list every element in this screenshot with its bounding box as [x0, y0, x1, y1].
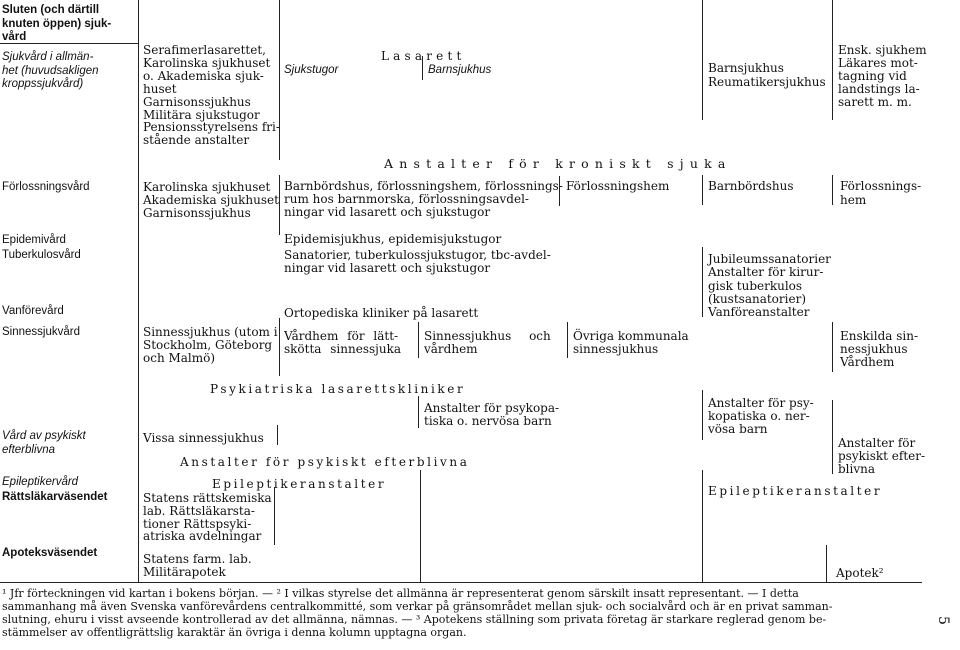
category-epilepsy: Epileptikervård: [2, 476, 79, 488]
category-epidemic: Epidemivård: [2, 234, 66, 246]
private-mental-hospitals: Enskilda sin- nessjukhus Vårdhem: [840, 329, 919, 370]
pharmacies: Apotek²: [836, 566, 884, 580]
category-general-care: Sjukvård i allmän- het (huvudsakligen kroppssjukvård): [2, 51, 99, 90]
private-sanatoria: Jubileumssanatorier Anstalter för kirur- gisk tuberkulos (kustsanatorier) Vanföreanstalter: [708, 252, 831, 320]
cottage-hospitals: Sjukstugor: [284, 64, 339, 76]
category-mentally-retarded: Vård av psykiskt efterblivna: [2, 430, 86, 456]
column-divider-2c: [279, 318, 280, 376]
private-maternity: Barnbördshus: [708, 179, 794, 193]
category-disabled-care: Vanförevård: [2, 305, 64, 317]
column-divider-2b: [279, 175, 280, 235]
county-orthopedic: Ortopediska kliniker på lasarett: [284, 306, 479, 320]
private-children-rheumatic: Barnsjukhus Reumatikersjukhus: [708, 61, 826, 89]
county-mental-hospitals: Sinnessjukhus och vårdhem: [424, 329, 551, 357]
closed-care-heading: Sluten (och därtill knuten öppen) sjuk- vård: [2, 4, 112, 43]
county-psychopathic-children: Anstalter för psykopa- tiska o. nervösa barn: [424, 401, 560, 428]
column-divider-3: [420, 470, 421, 582]
column-divider-5d: [832, 400, 833, 474]
psychopathic-divider: [418, 396, 419, 428]
private-maternity-homes: Förlossnings- hem: [840, 179, 922, 207]
footnote-line-1: ¹ Jfr förteckningen vid kartan i bokens början. — ² I vilkas styrelse det allmänna är representerat genom särskilt insatt representant. — I detta: [2, 587, 799, 600]
state-mental-care: Sinnessjukhus (utom i Stockholm, Göteborg och Malmö): [143, 325, 278, 365]
column-divider-2d: [277, 425, 278, 445]
column-divider-2e: [274, 487, 275, 545]
footnote-line-4: stämmelser av offentligrättslig karaktär än övriga i denna kolumn upptagna organ.: [2, 626, 467, 639]
column-divider-4e: [702, 470, 703, 582]
state-pharmacy: Statens farm. lab. Militärapotek: [143, 552, 252, 579]
category-pharmacy: Apoteksväsendet: [2, 547, 98, 559]
municipal-mental-hospitals: Övriga kommunala sinnessjukhus: [573, 329, 689, 357]
private-retarded-institutions: Anstalter för psykiskt efter- blivna: [838, 436, 926, 476]
state-maternity: Karolinska sjukhuset Akademiska sjukhuset Garnisonssjukhus: [143, 180, 279, 220]
chronic-care-header: Anstalter för kroniskt sjuka: [384, 156, 732, 171]
column-divider-4a: [702, 0, 703, 120]
column-divider-1: [138, 0, 139, 582]
column-divider-4d: [702, 390, 703, 440]
retarded-institutions-header: Anstalter för psykiskt efterblivna: [180, 455, 470, 469]
category-forensic: Rättsläkarväsendet: [2, 491, 108, 503]
column-divider-5c: [832, 322, 833, 372]
psychiatric-clinics-header: Psykiatriska lasarettskliniker: [210, 382, 466, 396]
hospitals-header: Lasarett: [381, 49, 466, 63]
footnote-line-2: sammanhang må även Svenska vanförevårdens centralkommitté, som verkar på gränsområdet mellan sjuk- och socialvård och är en privat samman-: [2, 600, 833, 613]
column-divider-5b: [832, 175, 833, 205]
maternity-divider: [559, 176, 560, 206]
column-divider-5a: [832, 0, 833, 120]
private-psychopathic-children: Anstalter för psy- kopatiska o. ner- vösa barn: [708, 396, 814, 436]
category-mental-care: Sinnessjukvård: [2, 326, 80, 338]
mental-divider-2: [567, 322, 568, 358]
municipal-maternity-home: Förlossningshem: [566, 179, 670, 193]
category-maternity: Förlossningsvård: [2, 181, 90, 193]
county-maternity: Barnbördshus, förlossningshem, förlossnings- rum hos barnmorska, förlossningsavdel- ningar vid lasarett och sjukstugor: [284, 179, 563, 220]
childrens-hospitals: Barnsjukhus: [428, 64, 492, 76]
county-care-homes: Vårdhem för lätt- skötta sinnessjuka: [284, 329, 402, 357]
county-epidemic: Epidemisjukhus, epidemisjukstugor: [284, 232, 502, 246]
private-epilepsy-institutions: Epileptikeranstalter: [708, 484, 883, 498]
footnote-line-3: slutning, ehuru i visst avseende kontrollerad av det allmänna, nämnas. — ³ Apotekens ställning som privata företag är starkare reglerad genom be-: [2, 613, 827, 626]
table-bottom-rule: [0, 582, 922, 583]
page-number: 5: [934, 616, 951, 625]
category-tuberculosis: Tuberkulosvård: [2, 249, 81, 261]
state-general-care: Serafimerlasarettet, Karolinska sjukhuset o. Akademiska sjuk- huset Garnisonssjukhus Militära sjukstugor Pensionsstyrelsens fri- stående anstalter: [143, 43, 280, 148]
state-mentally-retarded: Vissa sinnessjukhus: [143, 431, 264, 445]
column-divider-4b: [702, 175, 703, 205]
state-forensic: Statens rättskemiska lab. Rättsläkarsta- tioner Rättspsyki- atriska avdelningar: [143, 491, 272, 544]
column-divider-5e: [826, 545, 827, 582]
private-nursing-homes: Ensk. sjukhem Läkares mot- tagning vid landstings la- sarett m. m.: [838, 43, 927, 109]
column-divider-4c: [702, 247, 703, 317]
heading-rule: [0, 43, 138, 44]
hospital-divider: [422, 56, 423, 80]
mental-divider-1: [418, 322, 419, 358]
column-divider-2a: [279, 0, 280, 160]
county-tuberculosis: Sanatorier, tuberkulossjukstugor, tbc-avdel- ningar vid lasarett och sjukstugor: [284, 248, 551, 276]
epilepsy-institutions-header: Epileptikeranstalter: [212, 477, 387, 491]
